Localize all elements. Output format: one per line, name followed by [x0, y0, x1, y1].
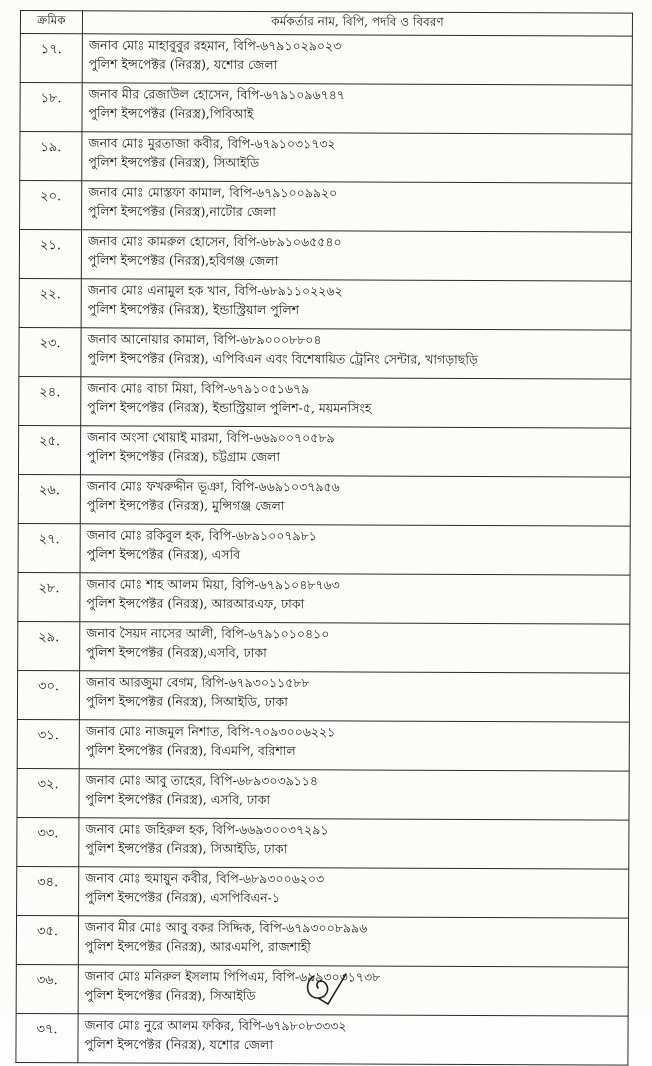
officer-designation: পুলিশ ইন্সপেক্টর (নিরস্ত্র), এসবি, ঢাকা	[85, 791, 271, 808]
officer-designation: পুলিশ ইন্সপেক্টর (নিরস্ত্র), আরআরএফ, ঢাকা	[86, 595, 305, 612]
row-serial: ২০.	[20, 181, 82, 230]
officer-designation: পুলিশ ইন্সপেক্টর (নিরস্ত্র), ইন্ডাস্ট্রিয়াল পুলিশ-৫, ময়মনসিংহ	[87, 399, 372, 416]
officer-name-bp: জনাব মোঃ নুরে আলম ফকির, বিপি-৬৭৯৮০৮৩৩৩২	[84, 1017, 347, 1034]
table-row	[18, 474, 630, 526]
officer-name-bp: জনাব মোঃ বাচা মিয়া, বিপি-৬৭৯১০৫১৬৭৯	[87, 380, 310, 397]
table-row	[20, 181, 632, 233]
officer-designation: পুলিশ ইন্সপেক্টর (নিরস্ত্র), যশোর জেলা	[88, 56, 278, 73]
header-serial: ক্রমিক	[20, 11, 82, 34]
officer-designation: পুলিশ ইন্সপেক্টর (নিরস্ত্র), মুন্সিগঞ্জ জেলা	[86, 497, 285, 514]
table-header-row	[20, 11, 632, 37]
row-details	[81, 279, 631, 330]
table-row	[18, 621, 630, 673]
row-serial: ৩৪.	[17, 866, 79, 915]
officer-designation: পুলিশ ইন্সপেক্টর (নিরস্ত্র), সিআইডি	[88, 154, 260, 171]
table-row	[19, 376, 631, 428]
officer-designation: পুলিশ ইন্সপেক্টর (নিরস্ত্র),পিবিআই	[88, 105, 254, 122]
officer-name-bp: জনাব অংসা থোয়াই মারমা, বিপি-৬৬৯০০৭০৫৮৯	[87, 429, 335, 446]
officer-name-bp: জনাব মোঃ নাজমুল নিশাত, বিপি-৭০৯৩০০৬২২১	[85, 723, 336, 740]
row-details	[78, 1014, 628, 1065]
row-serial: ৩৫.	[16, 915, 78, 964]
table-row	[20, 132, 632, 184]
table-row	[19, 230, 631, 282]
officer-name-bp: জনাব সৈয়দ নাসের আলী, বিপি-৬৭৯১০১০৪১০	[86, 625, 330, 642]
officer-name-bp: জনাব মোঃ মুরতাজা কবীর, বিপি-৬৭৯১০৩১৭৩২	[88, 135, 336, 152]
officer-designation: পুলিশ ইন্সপেক্টর (নিরস্ত্র), সিআইডি, ঢাকা	[85, 840, 288, 857]
row-serial: ১৯.	[20, 132, 82, 181]
officer-designation: পুলিশ ইন্সপেক্টর (নিরস্ত্র), সিআইডি, ঢাকা	[85, 693, 288, 710]
officer-designation: পুলিশ ইন্সপেক্টর (নিরস্ত্র), আরএমপি, রাজশাহী	[84, 938, 311, 955]
row-details	[78, 916, 628, 967]
row-details	[79, 671, 629, 722]
row-details	[80, 573, 630, 624]
row-serial: ৩১.	[17, 719, 79, 768]
table-row	[17, 670, 629, 722]
table-row	[17, 866, 629, 918]
row-details	[79, 867, 629, 918]
row-details	[80, 426, 630, 477]
officer-table	[15, 10, 633, 1066]
row-details	[80, 622, 630, 673]
row-details	[81, 230, 631, 281]
officer-designation: পুলিশ ইন্সপেক্টর (নিরস্ত্র),নাটোর জেলা	[88, 203, 276, 220]
row-serial: ২৭.	[18, 523, 80, 572]
row-details	[79, 769, 629, 820]
officer-name-bp: জনাব মোঃ মোস্তফা কামাল, বিপি-৬৭৯১০০৯৯২০	[88, 184, 338, 201]
row-serial: ৩০.	[17, 670, 79, 719]
header-details: কর্মকর্তার নাম, বিপি, পদবি ও বিবরণ	[82, 11, 632, 36]
officer-name-bp: জনাব মোঃ এনামুল হক খান, বিপি-৬৮৯১১০২২৬২	[87, 282, 343, 299]
page-number-mark	[300, 968, 360, 1008]
officer-name-bp: জনাব মোঃ আবু তাহের, বিপি-৬৮৯৩০৩৯১১৪	[85, 772, 319, 789]
officer-designation: পুলিশ ইন্সপেক্টর (নিরস্ত্র), বিএমপি, বরিশাল	[85, 742, 296, 759]
row-details	[80, 475, 630, 526]
table-row	[17, 817, 629, 869]
row-details	[82, 181, 632, 232]
row-serial: ১৮.	[20, 83, 82, 132]
table-row	[20, 34, 632, 86]
row-details	[82, 132, 632, 183]
officer-designation: পুলিশ ইন্সপেক্টর (নিরস্ত্র),এসবি, ঢাকা	[86, 644, 267, 661]
officer-name-bp: জনাব মীর মোঃ আবু বকর সিদ্দিক, বিপি-৬৭৯৩০০৮৯৯৬	[84, 919, 368, 936]
table-row	[18, 425, 630, 477]
table-row	[17, 768, 629, 820]
officer-designation: পুলিশ ইন্সপেক্টর (নিরস্ত্র), এসবি	[86, 546, 241, 562]
row-details	[79, 818, 629, 869]
officer-designation: পুলিশ ইন্সপেক্টর (নিরস্ত্র), চট্টগ্রাম জেলা	[87, 448, 281, 465]
officer-designation: পুলিশ ইন্সপেক্টর (নিরস্ত্র), ইন্ডাস্ট্রিয়াল পুলিশ	[87, 301, 300, 318]
officer-name-bp: জনাব আনোয়ার কামাল, বিপি-৬৮৯০০০৮৮০৪	[87, 331, 322, 348]
officer-designation: পুলিশ ইন্সপেক্টর (নিরস্ত্র), এপিবিএন এবং বিশেষায়িত ট্রেনিং সেন্টার, খাগড়াছড়ি	[87, 350, 478, 368]
row-details	[82, 83, 632, 134]
table-row	[20, 83, 632, 135]
row-serial: ২৮.	[18, 572, 80, 621]
table-body	[16, 34, 632, 1066]
officer-name-bp: জনাব আরজুমা বেগম, বিপি-৬৭৯৩০১১৫৮৮	[86, 674, 310, 691]
row-serial: ৩২.	[17, 768, 79, 817]
officer-name-bp: জনাব মোঃ মনিরুল ইসলাম পিপিএম, বিপি-৬৯৯৩০৩১৭৩৮	[84, 968, 381, 985]
officer-name-bp: জনাব মোঃ মাহাবুবুর রহমান, বিপি-৬৭৯১০২৯০২৩	[88, 37, 342, 54]
table-row	[17, 719, 629, 771]
table-row	[18, 523, 630, 575]
row-serial: ২৪.	[19, 376, 81, 425]
row-serial: ১৭.	[20, 34, 82, 83]
officer-name-bp: জনাব মোঃ হুমায়ুন কবীর, বিপি-৬৮৯৩০০৬২০৩	[85, 870, 325, 887]
row-serial: ২৯.	[18, 621, 80, 670]
row-serial: ২৫.	[18, 425, 80, 474]
table-row	[16, 915, 628, 967]
officer-name-bp: জনাব মোঃ শাহ আলম মিয়া, বিপি-৬৭৯১০৪৮৭৬৩	[86, 576, 340, 593]
officer-name-bp: জনাব মোঃ ফখরুদ্দীন ভূঞা, বিপি-৬৬৯১০৩৭৯৫৬	[86, 478, 340, 495]
row-serial: ৩৭.	[16, 1013, 78, 1062]
officer-name-bp: জনাব মীর রেজাউল হোসেন, বিপি-৬৭৯১০৯৬৭৪৭	[88, 86, 345, 103]
row-details	[80, 524, 630, 575]
officer-designation: পুলিশ ইন্সপেক্টর (নিরস্ত্র), যশোর জেলা	[84, 1036, 274, 1053]
table-row	[19, 327, 631, 379]
row-serial: ২৩.	[19, 327, 81, 376]
officer-name-bp: জনাব মোঃ জহিরুল হক, বিপি-৬৬৯৩০০৩৭২৯১	[85, 821, 329, 838]
table-row	[16, 1013, 628, 1065]
officer-name-bp: জনাব মোঃ রকিবুল হক, বিপি-৬৮৯১০০৭৯৮১	[86, 527, 317, 544]
row-details	[81, 377, 631, 428]
table-row	[19, 278, 631, 330]
officer-designation: পুলিশ ইন্সপেক্টর (নিরস্ত্র),হবিগঞ্জ জেলা	[87, 252, 279, 269]
row-details	[82, 34, 632, 85]
row-serial: ৩৩.	[17, 817, 79, 866]
row-serial: ৩৬.	[16, 964, 78, 1013]
officer-name-bp: জনাব মোঃ কামরুল হোসেন, বিপি-৬৮৯১০৬৫৫৪০	[87, 233, 342, 250]
row-details	[79, 720, 629, 771]
officer-designation: পুলিশ ইন্সপেক্টর (নিরস্ত্র), এসপিবিএন-১	[85, 889, 281, 906]
row-details	[81, 328, 631, 379]
row-serial: ২২.	[19, 278, 81, 327]
table-row	[18, 572, 630, 624]
row-serial: ২৬.	[18, 474, 80, 523]
officer-designation: পুলিশ ইন্সপেক্টর (নিরস্ত্র), সিআইডি	[84, 987, 256, 1004]
row-serial: ২১.	[19, 230, 81, 279]
